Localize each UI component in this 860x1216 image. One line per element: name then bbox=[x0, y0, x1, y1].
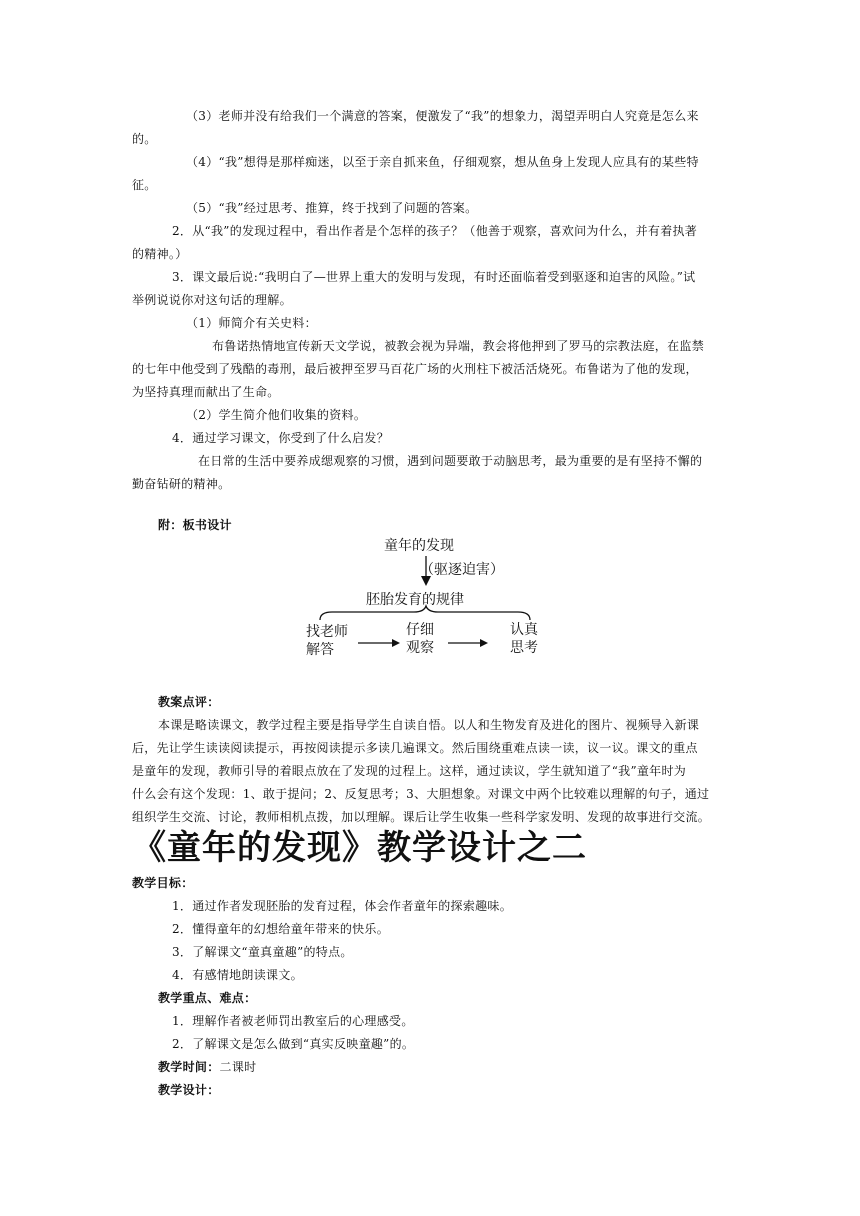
board-title: 童年的发现 bbox=[384, 538, 454, 554]
key-point-2: 2．了解课文是怎么做到“真实反映童趣”的。 bbox=[172, 1037, 415, 1051]
question-4: 4．通过学习课文，你受到了什么启发？ bbox=[172, 431, 390, 445]
item-5: （5）“我”经过思考、推算，终于找到了问题的答案。 bbox=[186, 201, 478, 215]
item-3-cont: 的。 bbox=[132, 132, 157, 146]
step-2-line-1: 仔细 bbox=[406, 622, 434, 638]
key-points-heading: 教学重点、难点： bbox=[158, 991, 257, 1005]
answer-4-line-2: 勤奋钻研的精神。 bbox=[132, 477, 231, 491]
goals-heading: 教学目标： bbox=[132, 876, 194, 890]
item-4: （4）“我”想得是那样痴迷，以至于亲自抓来鱼，仔细观察，想从鱼身上发现人应具有的某些特 bbox=[186, 155, 699, 169]
bruno-text-2: 的七年中他受到了残酷的毒刑，最后被押至罗马百花广场的火刑柱下被活活烧死。布鲁诺为了他的发现， bbox=[132, 362, 698, 376]
bruno-text-1: 布鲁诺热情地宣传新天文学说，被教会视为异端，教会将他押到了罗马的宗教法庭，在监禁 bbox=[212, 339, 705, 353]
review-line-5: 组织学生交流、讨论，教师相机点拨，加以理解。课后让学生收集一些科学家发明、发现的故事进行交流。 bbox=[132, 810, 711, 824]
goal-2: 2．懂得童年的幻想给童年带来的快乐。 bbox=[172, 922, 390, 936]
step-3-line-2: 思考 bbox=[510, 640, 538, 656]
question-2: 2．从“我”的发现过程中，看出作者是个怎样的孩子？（他善于观察，喜欢问为什么，并有着执著 bbox=[172, 224, 698, 238]
review-heading: 教案点评： bbox=[158, 695, 220, 709]
right-arrow-icon bbox=[480, 639, 488, 647]
goal-1: 1．通过作者发现胚胎的发育过程，体会作者童年的探索趣味。 bbox=[172, 899, 513, 913]
teaching-time-value: 二课时 bbox=[219, 1060, 257, 1074]
right-arrow-icon bbox=[392, 639, 400, 647]
design-2-title: 《童年的发现》教学设计之二 bbox=[132, 828, 587, 868]
answer-4-line-1: 在日常的生活中要养成缌观察的习惯，遇到问题要敢于动脑思考，最为重要的是有坚持不懈的 bbox=[198, 454, 703, 468]
review-line-4: 什么会有这个发现：1、敢于提问；2、反复思考；3、大胆想象。对课文中两个比较难以理解的句子，通过 bbox=[132, 787, 710, 801]
board-design-heading: 附：板书设计 bbox=[158, 518, 232, 532]
teaching-design-heading: 教学设计： bbox=[158, 1083, 220, 1097]
item-3: （3）老师并没有给我们一个满意的答案，便激发了“我”的想象力，渴望弄明白人究竟是怎么来 bbox=[186, 109, 699, 123]
goal-3: 3．了解课文“童真童趣”的特点。 bbox=[172, 945, 353, 959]
review-line-3: 是童年的发现，教师引导的着眼点放在了发现的过程上。这样，通过读议，学生就知道了“我”童年时为 bbox=[132, 764, 687, 778]
goal-4: 4．有感情地朗读课文。 bbox=[172, 968, 303, 982]
step-1-line-1: 找老师 bbox=[306, 624, 348, 640]
item-4-cont: 征。 bbox=[132, 178, 157, 192]
step-3-line-1: 认真 bbox=[510, 622, 538, 638]
board-rule: 胚胎发育的规律 bbox=[366, 592, 464, 608]
review-line-2: 后，先让学生读读阅读提示，再按阅读提示多读几遍课文。然后围绕重难点读一读，议一议。课文的重点 bbox=[132, 741, 698, 755]
question-2-cont: 的精神。） bbox=[132, 247, 188, 261]
board-diagram bbox=[296, 528, 556, 668]
question-3-sub-2: （2）学生简介他们收集的资料。 bbox=[186, 408, 367, 422]
bruno-text-3: 为坚持真理而献出了生命。 bbox=[132, 385, 280, 399]
teaching-time-label: 教学时间： bbox=[158, 1060, 220, 1074]
brace-icon bbox=[320, 606, 530, 620]
question-3-cont: 举例说说你对这句话的理解。 bbox=[132, 293, 292, 307]
board-risk: （驱逐迫害） bbox=[420, 562, 504, 578]
review-line-1: 本课是略读课文，教学过程主要是指导学生自读自悟。以人和生物发育及进化的图片、视频导入新课 bbox=[158, 718, 700, 732]
teaching-time bbox=[158, 1059, 256, 1075]
step-1-line-2: 解答 bbox=[306, 642, 334, 658]
question-3-sub-1: （1）师简介有关史料： bbox=[186, 316, 317, 330]
step-2-line-2: 观察 bbox=[406, 640, 434, 656]
key-point-1: 1．理解作者被老师罚出教室后的心理感受。 bbox=[172, 1014, 414, 1028]
question-3: 3．课文最后说:“我明白了—世界上重大的发明与发现，有时还面临着受到驱逐和迫害的风险。”试 bbox=[172, 270, 696, 284]
